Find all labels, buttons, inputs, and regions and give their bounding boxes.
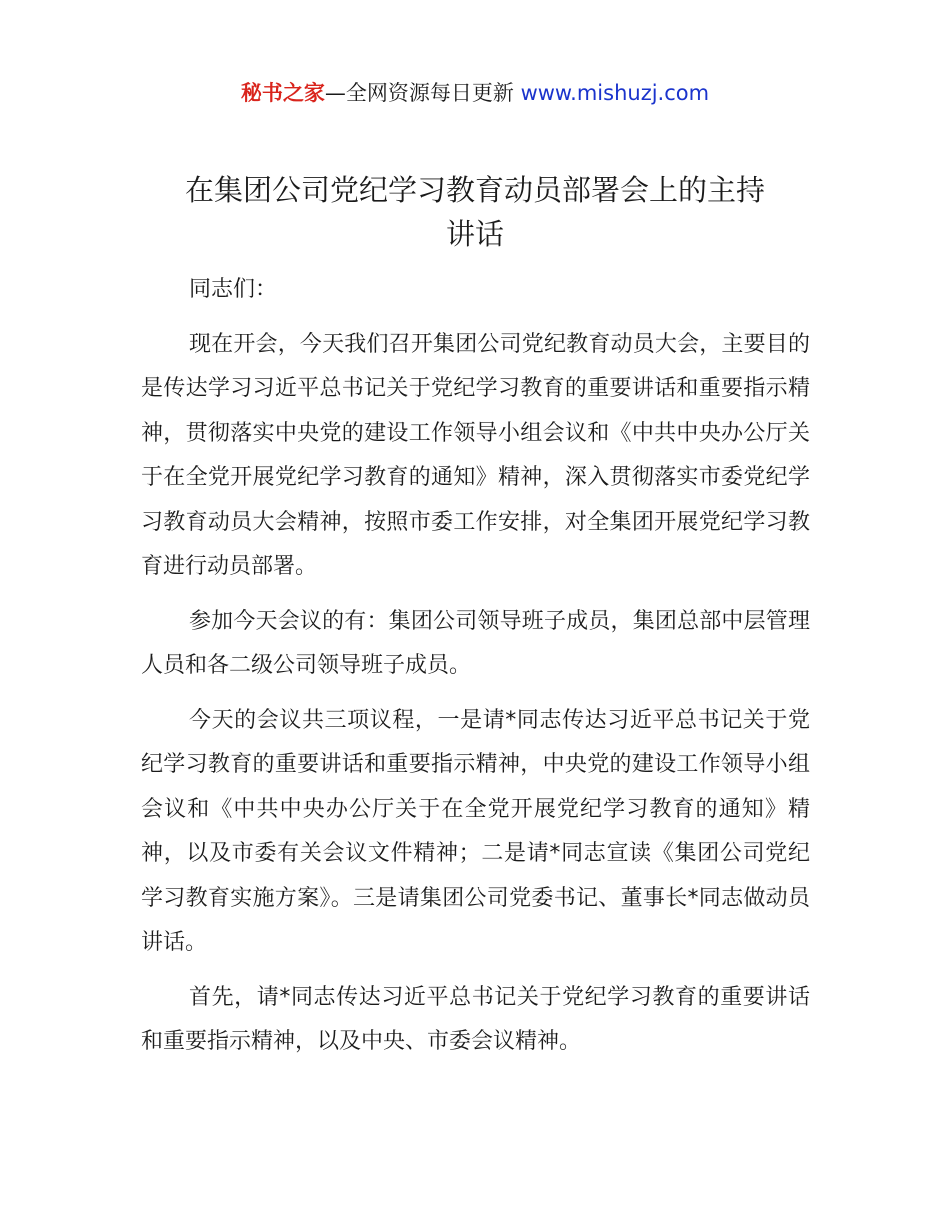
- paragraph-3: 今天的会议共三项议程，一是请*同志传达习近平总书记关于党纪学习教育的重要讲话和重要指示精神，中央党的建设工作领导小组会议和《中共中央办公厅关于在全党开展党纪学习教育的通知》精神，以及市委有关会议文件精神；二是请*同志宣读《集团公司党纪学习教育实施方案》。三是请集团公司党委书记、董事长*同志做动员讲话。: [141, 707, 810, 955]
- greeting: 同志们：: [189, 277, 278, 302]
- document-title: [140, 168, 810, 256]
- title-line-1: 在集团公司党纪学习教育动员部署会上的主持: [184, 173, 765, 207]
- site-header: [0, 78, 950, 108]
- title-line-2: 讲话: [445, 217, 504, 251]
- header-tagline: —全网资源每日更新: [324, 81, 521, 105]
- brand-name: 秘书之家: [240, 81, 325, 105]
- document-body: [141, 268, 810, 1075]
- paragraph-4: 首先，请*同志传达习近平总书记关于党纪学习教育的重要讲话和重要指示精神，以及中央、市委会议精神。: [141, 984, 810, 1054]
- site-url[interactable]: www.mishuzj.com: [520, 81, 710, 105]
- paragraph-2: 参加今天会议的有：集团公司领导班子成员，集团总部中层管理人员和各二级公司领导班子成员。: [141, 608, 810, 678]
- paragraph-1: 现在开会，今天我们召开集团公司党纪教育动员大会，主要目的是传达学习习近平总书记关于党纪学习教育的重要讲话和重要指示精神，贯彻落实中央党的建设工作领导小组会议和《中共中央办公厅关于在全党开展党纪学习教育的通知》精神，深入贯彻落实市委党纪学习教育动员大会精神，按照市委工作安排，对全集团开展党纪学习教育进行动员部署。: [141, 331, 810, 579]
